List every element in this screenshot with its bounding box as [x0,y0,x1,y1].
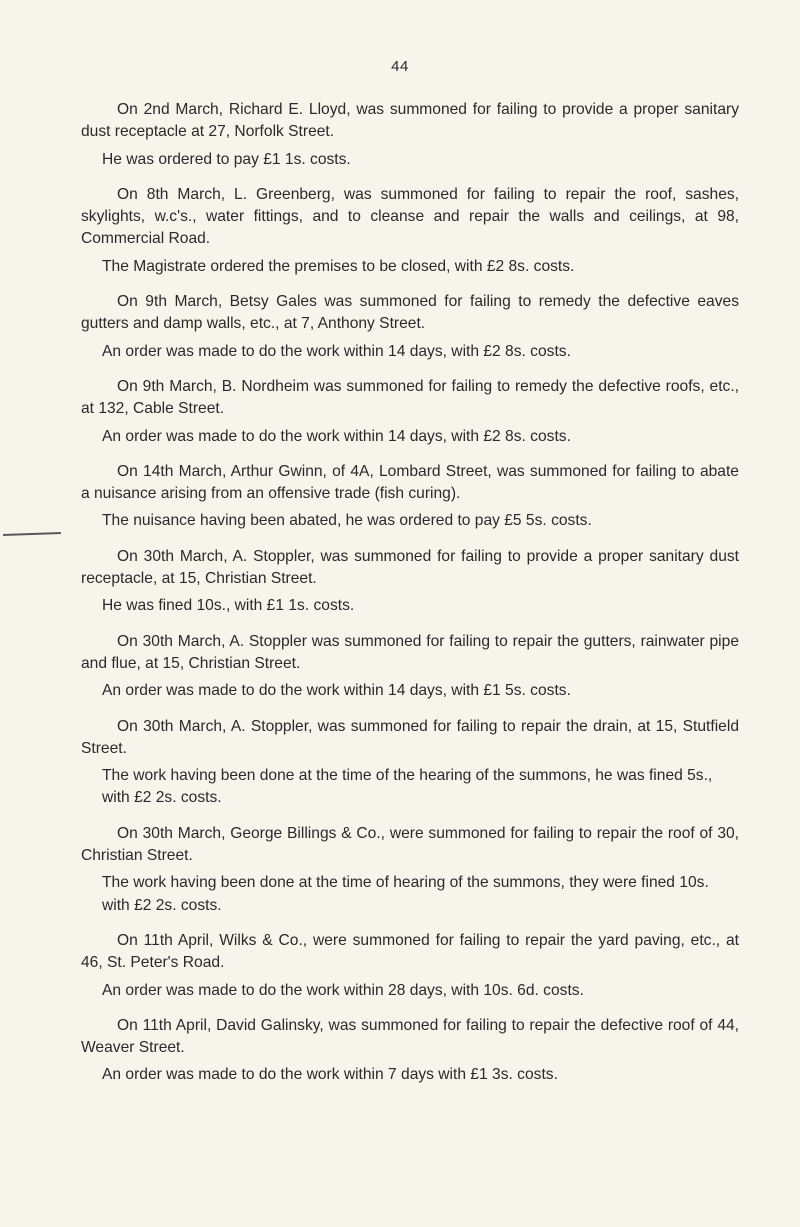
entry-statement: On 9th March, Betsy Gales was summoned for failing to remedy the defective eaves gutters and damp walls, etc., at 7, Anthony Street. [81,293,739,333]
page-number: 44 [391,58,409,75]
entry-outcome: The nuisance having been abated, he was ordered to pay £5 5s. costs. [102,512,592,530]
summons-entry [81,631,739,703]
summons-entry [81,184,739,278]
summons-entry [81,461,739,533]
summons-entry [81,716,739,810]
entry-statement: On 14th March, Arthur Gwinn, of 4A, Lombard Street, was summoned for failing to abate a nuisance arising from an offensive trade (fish curing). [81,462,739,503]
entry-outcome: He was ordered to pay £1 1s. costs. [102,150,351,168]
entry-statement: On 11th April, Wilks & Co., were summoned for failing to repair the yard paving, etc., at 46, St. Peter's Road. [81,931,739,972]
summons-entry [81,1015,739,1087]
summons-entry [81,291,739,363]
entry-outcome: An order was made to do the work within 14 days, with £1 5s. costs. [102,682,571,700]
margin-mark [3,532,61,536]
summons-entry [81,823,739,917]
entry-outcome: He was fined 10s., with £1 1s. costs. [102,597,355,615]
entry-statement: On 30th March, A. Stoppler, was summoned for failing to repair the drain, at 15, Stutfield Street. [81,717,739,757]
entry-outcome: An order was made to do the work within 14 days, with £2 8s. costs. [102,342,571,360]
entry-statement: On 30th March, George Billings & Co., were summoned for failing to repair the roof of 30, Christian Street. [81,824,739,865]
summons-entry [81,546,739,618]
entry-statement: On 8th March, L. Greenberg, was summoned for failing to repair the roof, sashes, skylights, w.c's., water fittings, and to cleanse and repair the walls and ceilings, at 98, Commercial Road. [81,185,739,248]
entry-outcome: The Magistrate ordered the premises to be closed, with £2 8s. costs. [102,257,575,275]
entry-statement: On 11th April, David Galinsky, was summoned for failing to repair the defective roof of 44, Weaver Street. [81,1016,739,1057]
entry-outcome: An order was made to do the work within 14 days, with £2 8s. costs. [102,427,571,445]
summons-entry [81,99,739,171]
entry-statement: On 30th March, A. Stoppler was summoned for failing to repair the gutters, rainwater pipe and flue, at 15, Christian Street. [81,632,739,672]
entry-statement: On 2nd March, Richard E. Lloyd, was summoned for failing to provide a proper sanitary dust receptacle at 27, Norfolk Street. [81,101,739,141]
summons-list [81,99,739,1100]
summons-entry [81,376,739,448]
entry-outcome: The work having been done at the time of hearing of the summons, they were fined 10s. with £2 2s. costs. [102,874,709,914]
entry-statement: On 9th March, B. Nordheim was summoned for failing to remedy the defective roofs, etc., at 132, Cable Street. [81,377,739,418]
entry-statement: On 30th March, A. Stoppler, was summoned for failing to provide a proper sanitary dust receptacle, at 15, Christian Street. [81,547,739,588]
summons-entry [81,930,739,1002]
entry-outcome: An order was made to do the work within 28 days, with 10s. 6d. costs. [102,981,584,999]
entry-outcome: An order was made to do the work within 7 days with £1 3s. costs. [102,1066,558,1084]
entry-outcome: The work having been done at the time of the hearing of the summons, he was fined 5s., with £2 2s. costs. [102,767,713,807]
